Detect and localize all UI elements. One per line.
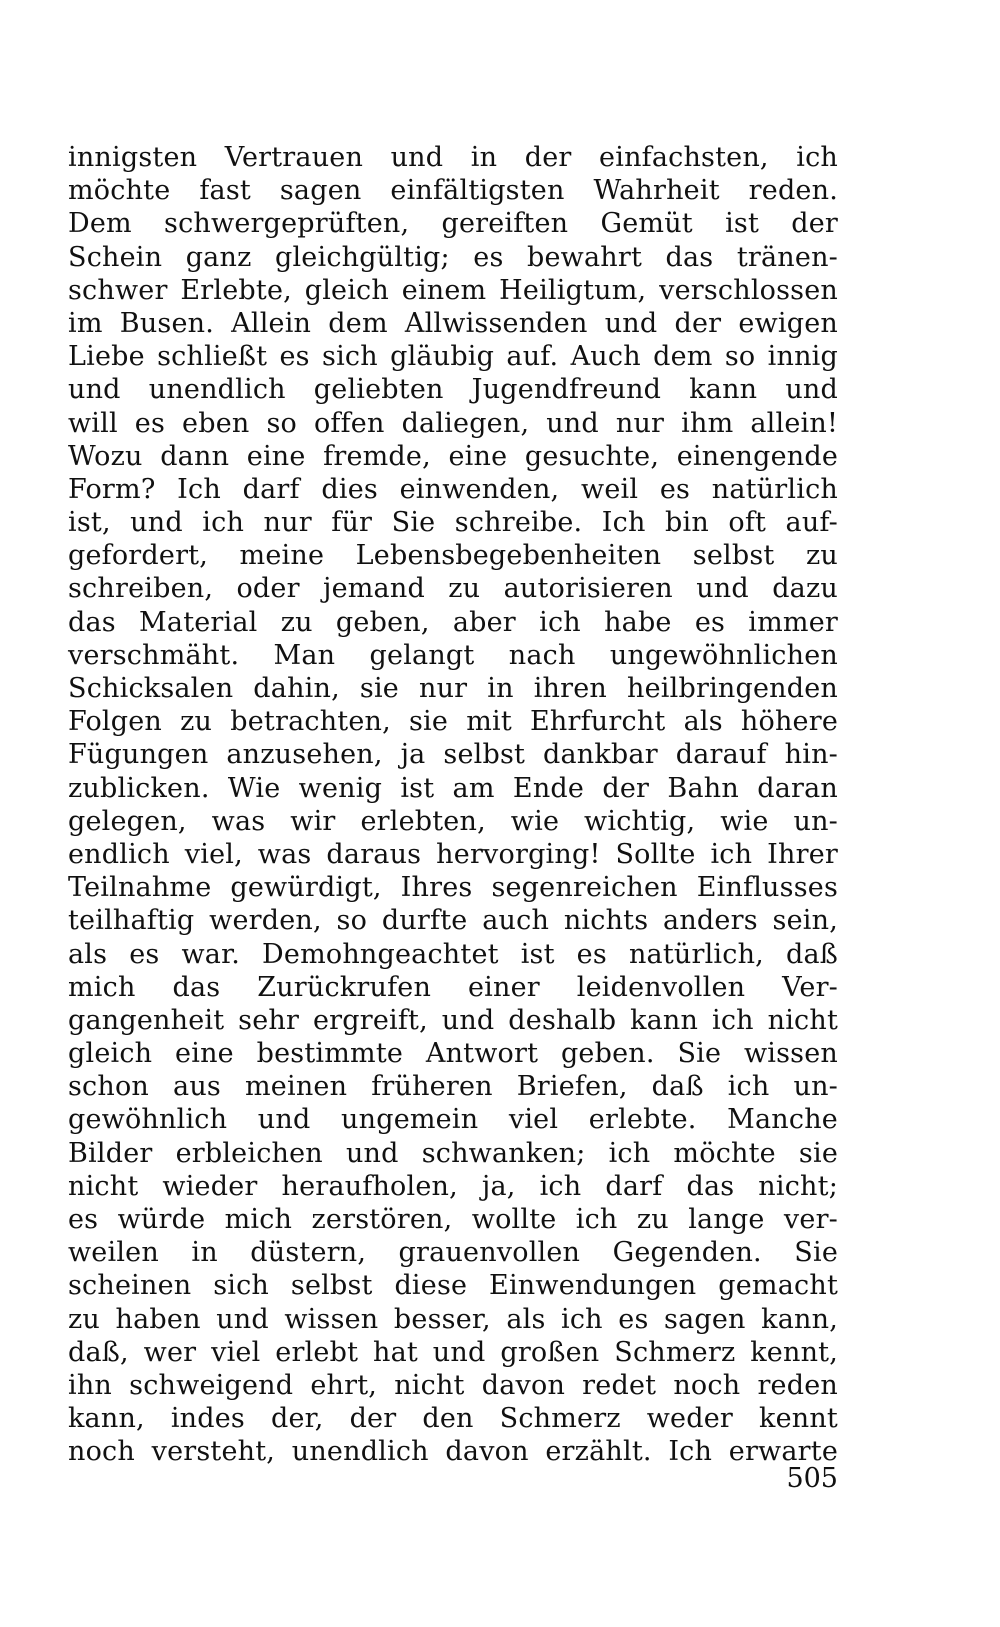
text-line: will es eben so offen daliegen, und nur ihm allein!	[68, 407, 838, 439]
text-line: gewöhnlich und ungemein viel erlebte. Manche	[68, 1104, 838, 1136]
text-line: Dem schwergeprüften, gereiften Gemüt ist der	[68, 208, 838, 240]
text-line: daß, wer viel erlebt hat und großen Schmerz kennt,	[68, 1336, 838, 1368]
text-line: Fügungen anzusehen, ja selbst dankbar darauf hin-	[68, 739, 838, 771]
text-line: gefordert, meine Lebensbegebenheiten selbst zu	[68, 540, 838, 572]
text-line: als es war. Demohngeachtet ist es natürlich, daß	[68, 938, 838, 970]
text-line: schwer Erlebte, gleich einem Heiligtum, verschlossen	[68, 274, 838, 306]
text-line: teilhaftig werden, so durfte auch nichts anders sein,	[68, 905, 838, 937]
text-line: Folgen zu betrachten, sie mit Ehrfurcht als höhere	[68, 706, 838, 738]
text-line: kann, indes der, der den Schmerz weder kennt	[68, 1403, 838, 1435]
text-line: möchte fast sagen einfältigsten Wahrheit reden.	[68, 175, 838, 207]
text-line: gangenheit sehr ergreift, und deshalb kann ich nicht	[68, 1004, 838, 1036]
text-line: im Busen. Allein dem Allwissenden und der ewigen	[68, 307, 838, 339]
text-line: verschmäht. Man gelangt nach ungewöhnlichen	[68, 639, 838, 671]
text-line: ihn schweigend ehrt, nicht davon redet noch reden	[68, 1369, 838, 1401]
text-line: Liebe schließt es sich gläubig auf. Auch dem so innig	[68, 341, 838, 373]
text-line: nicht wieder heraufholen, ja, ich darf das nicht;	[68, 1170, 838, 1202]
text-line: mich das Zurückrufen einer leidenvollen Ver-	[68, 971, 838, 1003]
text-line: gelegen, was wir erlebten, wie wichtig, wie un-	[68, 805, 838, 837]
text-line: es würde mich zerstören, wollte ich zu lange ver-	[68, 1204, 838, 1235]
text-line: endlich viel, was daraus hervorging! Sollte ich Ihrer	[68, 838, 838, 870]
text-line: weilen in düstern, grauenvollen Gegenden. Sie	[68, 1237, 838, 1269]
text-line: das Material zu geben, aber ich habe es immer	[68, 606, 838, 638]
text-line: noch versteht, unendlich davon erzählt. Ich erwarte	[68, 1436, 838, 1468]
text-line: scheinen sich selbst diese Einwendungen gemacht	[68, 1270, 838, 1302]
text-line: Schein ganz gleichgültig; es bewahrt das tränen-	[68, 241, 838, 273]
text-line: Form? Ich darf dies einwenden, weil es natürlich	[68, 473, 838, 505]
text-line: zublicken. Wie wenig ist am Ende der Bahn daran	[68, 772, 838, 804]
text-line: gleich eine bestimmte Antwort geben. Sie wissen	[68, 1038, 838, 1070]
text-line: zu haben und wissen besser, als ich es sagen kann,	[68, 1303, 838, 1335]
text-line: und unendlich geliebten Jugendfreund kann und	[68, 374, 838, 406]
text-line: ist, und ich nur für Sie schreibe. Ich bin oft auf-	[68, 507, 838, 539]
text-line: Wozu dann eine fremde, eine gesuchte, einengende	[68, 440, 838, 472]
text-line: Bilder erbleichen und schwanken; ich möchte sie	[68, 1137, 838, 1169]
text-line: schreiben, oder jemand zu autorisieren und dazu	[68, 573, 838, 605]
text-line: Schicksalen dahin, sie nur in ihren heilbringenden	[68, 673, 838, 704]
text-line: schon aus meinen früheren Briefen, daß ich un-	[68, 1071, 838, 1103]
text-line: innigsten Vertrauen und in der einfachsten, ich	[68, 142, 838, 173]
page-number: 505	[786, 1463, 838, 1494]
body-text	[68, 141, 838, 1469]
text-line: Teilnahme gewürdigt, Ihres segenreichen Einflusses	[68, 872, 838, 904]
